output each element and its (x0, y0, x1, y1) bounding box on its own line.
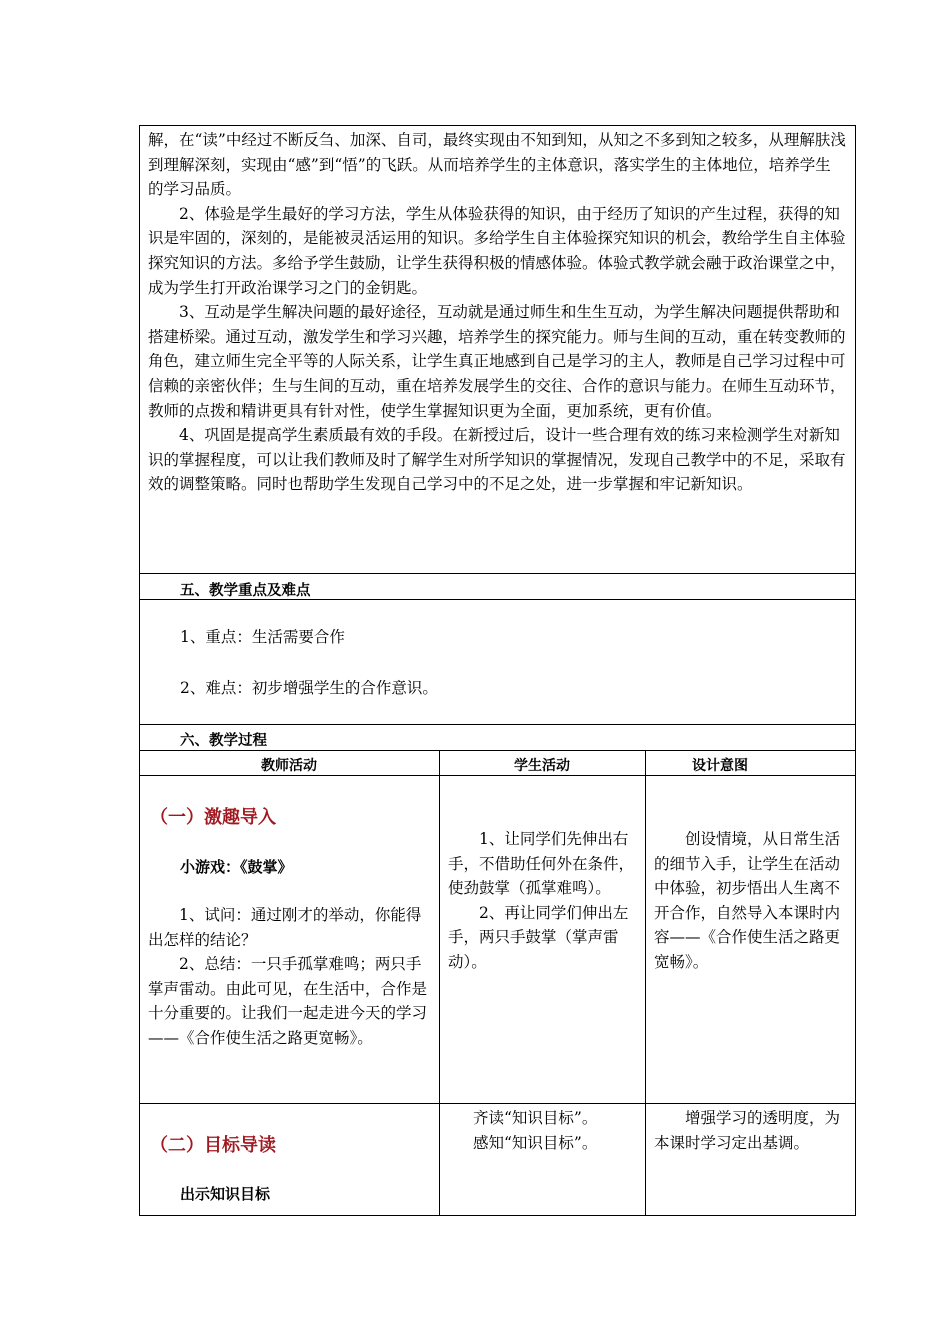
section-heading-process: 六、教学过程 (180, 733, 267, 749)
difficulty-text: 2、难点：初步增强学生的合作意识。 (180, 679, 438, 697)
step-title: （一）激趣导入 (150, 807, 276, 828)
student-activity-line: 感知“知识目标”。 (473, 1133, 598, 1152)
teacher-activity-line: 2、总结：一只手孤掌难鸣；两只手掌声雷动。由此可见，在生活中，合作是十分重要的。让我们一起走进今天的学习——《合作使生活之路更宽畅》。 (148, 955, 428, 1047)
intro-paragraph: 4、巩固是提高学生素质最有效的手段。在新授过后，设计一些合理有效的练习来检测学生对新知识的掌握程度，可以让我们教师及时了解学生对所学知识的掌握情况，发现自己教学中的不足，采取有效的调整策略。同时也帮助学生发现自己学习中的不足之处，进一步掌握和牢记新知识。 (148, 426, 846, 494)
row-divider (139, 775, 856, 776)
teacher-activity-text (148, 903, 430, 1051)
intro-text-block (148, 128, 846, 497)
design-intent-line: 创设情境，从日常生活的细节入手，让学生在活动中体验，初步悟出人生离不开合作，自然导入本课时内容——《合作使生活之路更宽畅》。 (654, 830, 841, 971)
intro-paragraph: 2、体验是学生最好的学习方法，学生从体验获得的知识，由于经历了知识的产生过程，获得的知识是牢固的，深刻的，是能被灵活运用的知识。多给学生自主体验探究知识的机会，教给学生自主体验探究知识的方法。多给予学生鼓励，让学生获得积极的情感体验。体验式教学就会融于政治课堂之中，成为学生打开政治课学习之门的金钥匙。 (148, 204, 846, 297)
design-intent-text (654, 1106, 844, 1155)
intro-paragraph: 3、互动是学生解决问题的最好途径，互动就是通过师生和生生互动，为学生解决问题提供帮助和搭建桥梁。通过互动，激发学生和学习兴趣，培养学生的探究能力。师与生间的互动，重在转变教师的角色，建立师生完全平等的人际关系，让学生真正地感到自己是学习的主人，教师是自己学习过程中可信赖的亲密伙伴；生与生间的互动，重在培养发展学生的交往、合作的意识与能力。在师生互动环节，教师的点拨和精讲更具有针对性，使学生掌握知识更为全面，更加系统，更有价值。 (148, 303, 846, 420)
design-intent-line: 增强学习的透明度，为本课时学习定出基调。 (654, 1109, 841, 1152)
student-activity-text (448, 1106, 638, 1155)
column-header-student: 学生活动 (514, 758, 570, 774)
design-intent-text (654, 827, 844, 975)
row-divider (139, 724, 856, 725)
key-point-text: 1、重点：生活需要合作 (180, 628, 345, 646)
knowledge-goal-label: 出示知识目标 (180, 1185, 271, 1203)
student-activity-line: 2、再让同学们伸出左手，两只手鼓掌（掌声雷动）。 (448, 903, 629, 971)
row-divider (139, 750, 856, 751)
column-divider (645, 750, 646, 1216)
game-title: 小游戏：《鼓掌》 (180, 858, 293, 876)
teacher-activity-line: 1、试问：通过刚才的举动，你能得出怎样的结论？ (148, 906, 422, 949)
student-activity-text (448, 827, 638, 975)
column-header-design: 设计意图 (692, 758, 748, 774)
section-heading-key-points: 五、教学重点及难点 (180, 583, 311, 599)
student-activity-line: 齐读“知识目标”。 (473, 1109, 598, 1127)
step-title: （二）目标导读 (150, 1135, 276, 1156)
row-divider (139, 1103, 856, 1104)
column-divider (439, 750, 440, 1216)
column-header-teacher: 教师活动 (261, 758, 317, 774)
intro-paragraph: 解，在“读”中经过不断反刍、加深、自司，最终实现由不知到知，从知之不多到知之较多，从理解肤浅到理解深刻，实现由“感”到“悟”的飞跃。从而培养学生的主体意识，落实学生的主体地位，培养学生的学习品质。 (148, 131, 846, 199)
student-activity-line: 1、让同学们先伸出右手，不借助任何外在条件，使劲鼓掌（孤掌难鸣）。 (448, 830, 635, 898)
row-divider (139, 573, 856, 574)
